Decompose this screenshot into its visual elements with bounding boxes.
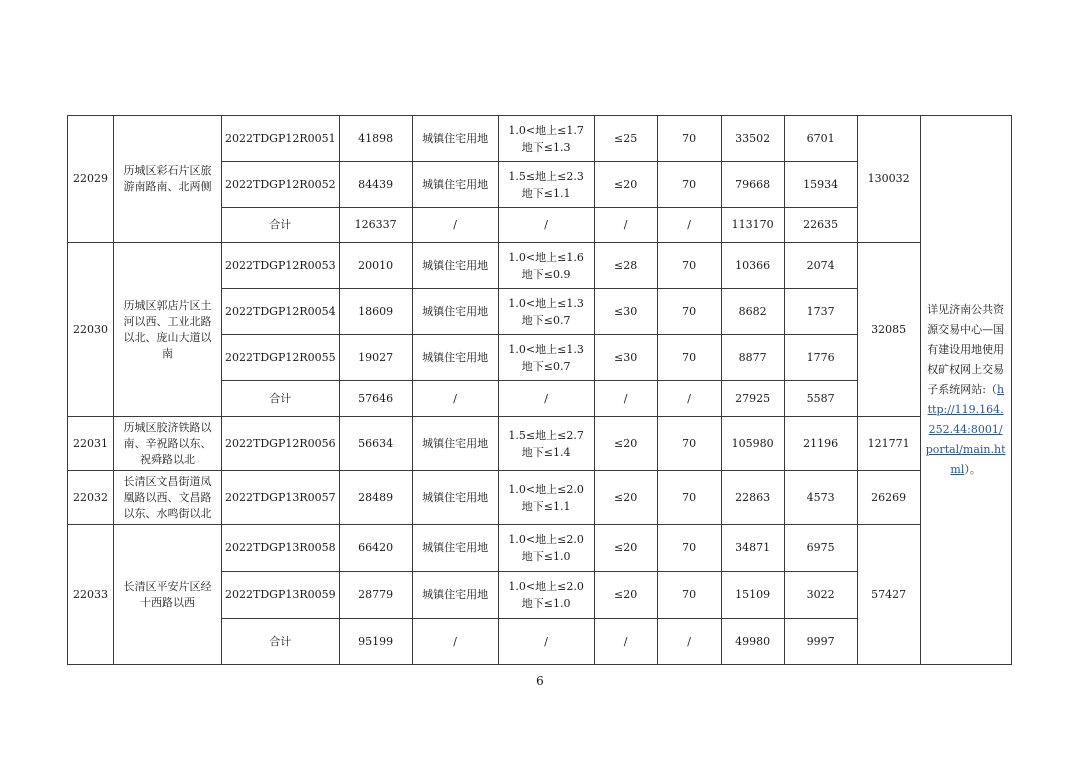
plot-ratio-below: 地下≤1.0 [521, 550, 571, 563]
plot-ratio-below: 地下≤1.0 [521, 597, 571, 610]
subtotal-years: / [657, 381, 721, 417]
subtotal-area: 95199 [339, 619, 412, 665]
subtotal-label: 合计 [222, 208, 340, 243]
subtotal-use: / [412, 208, 498, 243]
subtotal-deposit: 22635 [784, 208, 857, 243]
parcel-location: 历城区郭店片区土河以西、工业北路以北、庞山大道以南 [114, 243, 222, 417]
building-density: ≤30 [594, 289, 657, 335]
starting-price: 105980 [721, 417, 784, 471]
starting-price: 15109 [721, 572, 784, 619]
plot-ratio-below: 地下≤1.1 [521, 499, 571, 513]
subtotal-plot-ratio: / [498, 619, 594, 665]
use-years: 70 [657, 417, 721, 471]
use-years: 70 [657, 572, 721, 619]
land-use: 城镇住宅用地 [412, 417, 498, 471]
parcel-location: 长清区平安片区经十西路以西 [114, 525, 222, 665]
use-years: 70 [657, 525, 721, 572]
plot-ratio [498, 289, 594, 335]
plot-ratio [498, 572, 594, 619]
use-years: 70 [657, 289, 721, 335]
plot-number: 2022TDGP12R0053 [222, 243, 340, 289]
subtotal-label: 合计 [222, 619, 340, 665]
use-years: 70 [657, 162, 721, 208]
subtotal-area: 57646 [339, 381, 412, 417]
land-use: 城镇住宅用地 [412, 162, 498, 208]
note-cell [920, 116, 1011, 665]
subtotal-deposit: 9997 [784, 619, 857, 665]
land-parcel-table [67, 115, 1012, 665]
land-area: 18609 [339, 289, 412, 335]
group-area-total: 26269 [857, 471, 920, 525]
plot-ratio-above: 1.5≤地上≤2.7 [508, 428, 584, 442]
land-area: 84439 [339, 162, 412, 208]
plot-ratio-above: 1.5≤地上≤2.3 [508, 169, 584, 183]
parcel-group-id: 22031 [68, 417, 114, 471]
table-row [68, 116, 1012, 162]
table-row [68, 243, 1012, 289]
deposit: 4573 [784, 471, 857, 525]
deposit: 15934 [784, 162, 857, 208]
plot-ratio-below: 地下≤1.1 [521, 186, 571, 200]
building-density: ≤20 [594, 525, 657, 572]
subtotal-area: 126337 [339, 208, 412, 243]
use-years: 70 [657, 471, 721, 525]
plot-number: 2022TDGP12R0054 [222, 289, 340, 335]
parcel-group-id: 22029 [68, 116, 114, 243]
land-use: 城镇住宅用地 [412, 525, 498, 572]
starting-price: 22863 [721, 471, 784, 525]
trading-site-link[interactable]: http://119.164.252.44:8001/portal/main.html [925, 383, 1006, 476]
use-years: 70 [657, 335, 721, 381]
plot-ratio-below: 地下≤0.7 [521, 359, 571, 373]
plot-ratio-above: 1.0<地上≤2.0 [508, 580, 584, 593]
parcel-group-id: 22032 [68, 471, 114, 525]
group-area-total: 57427 [857, 525, 920, 665]
page-number: 6 [536, 674, 544, 688]
parcel-location: 历城区彩石片区旅游南路南、北两侧 [114, 116, 222, 243]
deposit: 1776 [784, 335, 857, 381]
subtotal-plot-ratio: / [498, 208, 594, 243]
building-density: ≤25 [594, 116, 657, 162]
land-use: 城镇住宅用地 [412, 116, 498, 162]
starting-price: 8682 [721, 289, 784, 335]
land-area: 20010 [339, 243, 412, 289]
building-density: ≤20 [594, 417, 657, 471]
land-area: 56634 [339, 417, 412, 471]
land-use: 城镇住宅用地 [412, 471, 498, 525]
building-density: ≤30 [594, 335, 657, 381]
plot-number: 2022TDGP12R0055 [222, 335, 340, 381]
use-years: 70 [657, 243, 721, 289]
starting-price: 34871 [721, 525, 784, 572]
group-area-total: 121771 [857, 417, 920, 471]
subtotal-price: 113170 [721, 208, 784, 243]
parcel-location: 长清区文昌街道凤凰路以西、文昌路以东、水鸣街以北 [114, 471, 222, 525]
table-body [68, 116, 1012, 665]
building-density: ≤20 [594, 572, 657, 619]
deposit: 1737 [784, 289, 857, 335]
starting-price: 33502 [721, 116, 784, 162]
plot-number: 2022TDGP13R0059 [222, 572, 340, 619]
plot-ratio-above: 1.0<地上≤1.3 [508, 342, 584, 356]
plot-ratio-above: 1.0<地上≤1.3 [508, 296, 584, 310]
plot-number: 2022TDGP12R0051 [222, 116, 340, 162]
subtotal-use: / [412, 619, 498, 665]
plot-ratio [498, 116, 594, 162]
subtotal-label: 合计 [222, 381, 340, 417]
plot-ratio-below: 地下≤1.4 [521, 445, 571, 459]
subtotal-price: 27925 [721, 381, 784, 417]
group-area-total: 130032 [857, 116, 920, 243]
parcel-group-id: 22030 [68, 243, 114, 417]
plot-ratio-below: 地下≤0.7 [521, 313, 571, 327]
use-years: 70 [657, 116, 721, 162]
group-area-total: 32085 [857, 243, 920, 417]
building-density: ≤20 [594, 471, 657, 525]
plot-ratio [498, 525, 594, 572]
plot-ratio-above: 1.0<地上≤1.7 [508, 123, 584, 137]
deposit: 2074 [784, 243, 857, 289]
land-area: 19027 [339, 335, 412, 381]
land-area: 28489 [339, 471, 412, 525]
plot-ratio [498, 162, 594, 208]
building-density: ≤20 [594, 162, 657, 208]
subtotal-density: / [594, 381, 657, 417]
starting-price: 79668 [721, 162, 784, 208]
parcel-location: 历城区胶济铁路以南、辛祝路以东、祝舜路以北 [114, 417, 222, 471]
deposit: 6975 [784, 525, 857, 572]
table-row [68, 417, 1012, 471]
deposit: 3022 [784, 572, 857, 619]
plot-ratio-above: 1.0<地上≤1.6 [508, 250, 584, 264]
deposit: 6701 [784, 116, 857, 162]
plot-ratio [498, 417, 594, 471]
plot-ratio-below: 地下≤0.9 [521, 267, 571, 281]
subtotal-years: / [657, 208, 721, 243]
note-end: ）。 [964, 463, 981, 476]
land-area: 28779 [339, 572, 412, 619]
building-density: ≤28 [594, 243, 657, 289]
plot-ratio-above: 1.0<地上≤2.0 [508, 482, 584, 496]
plot-ratio [498, 335, 594, 381]
plot-ratio [498, 471, 594, 525]
plot-ratio-above: 1.0<地上≤2.0 [508, 533, 584, 546]
subtotal-use: / [412, 381, 498, 417]
plot-number: 2022TDGP12R0052 [222, 162, 340, 208]
land-use: 城镇住宅用地 [412, 572, 498, 619]
plot-number: 2022TDGP13R0058 [222, 525, 340, 572]
land-use: 城镇住宅用地 [412, 289, 498, 335]
starting-price: 10366 [721, 243, 784, 289]
subtotal-plot-ratio: / [498, 381, 594, 417]
starting-price: 8877 [721, 335, 784, 381]
subtotal-deposit: 5587 [784, 381, 857, 417]
parcel-group-id: 22033 [68, 525, 114, 665]
land-use: 城镇住宅用地 [412, 243, 498, 289]
subtotal-years: / [657, 619, 721, 665]
plot-ratio-below: 地下≤1.3 [521, 140, 571, 154]
land-area: 41898 [339, 116, 412, 162]
subtotal-density: / [594, 208, 657, 243]
note-text: 详见济南公共资源交易中心—国有建设用地使用权矿权网上交易子系统网站:（ [927, 303, 1005, 396]
subtotal-price: 49980 [721, 619, 784, 665]
land-use: 城镇住宅用地 [412, 335, 498, 381]
plot-number: 2022TDGP12R0056 [222, 417, 340, 471]
subtotal-density: / [594, 619, 657, 665]
plot-ratio [498, 243, 594, 289]
land-area: 66420 [339, 525, 412, 572]
plot-number: 2022TDGP13R0057 [222, 471, 340, 525]
table-row [68, 525, 1012, 572]
table-row [68, 471, 1012, 525]
deposit: 21196 [784, 417, 857, 471]
